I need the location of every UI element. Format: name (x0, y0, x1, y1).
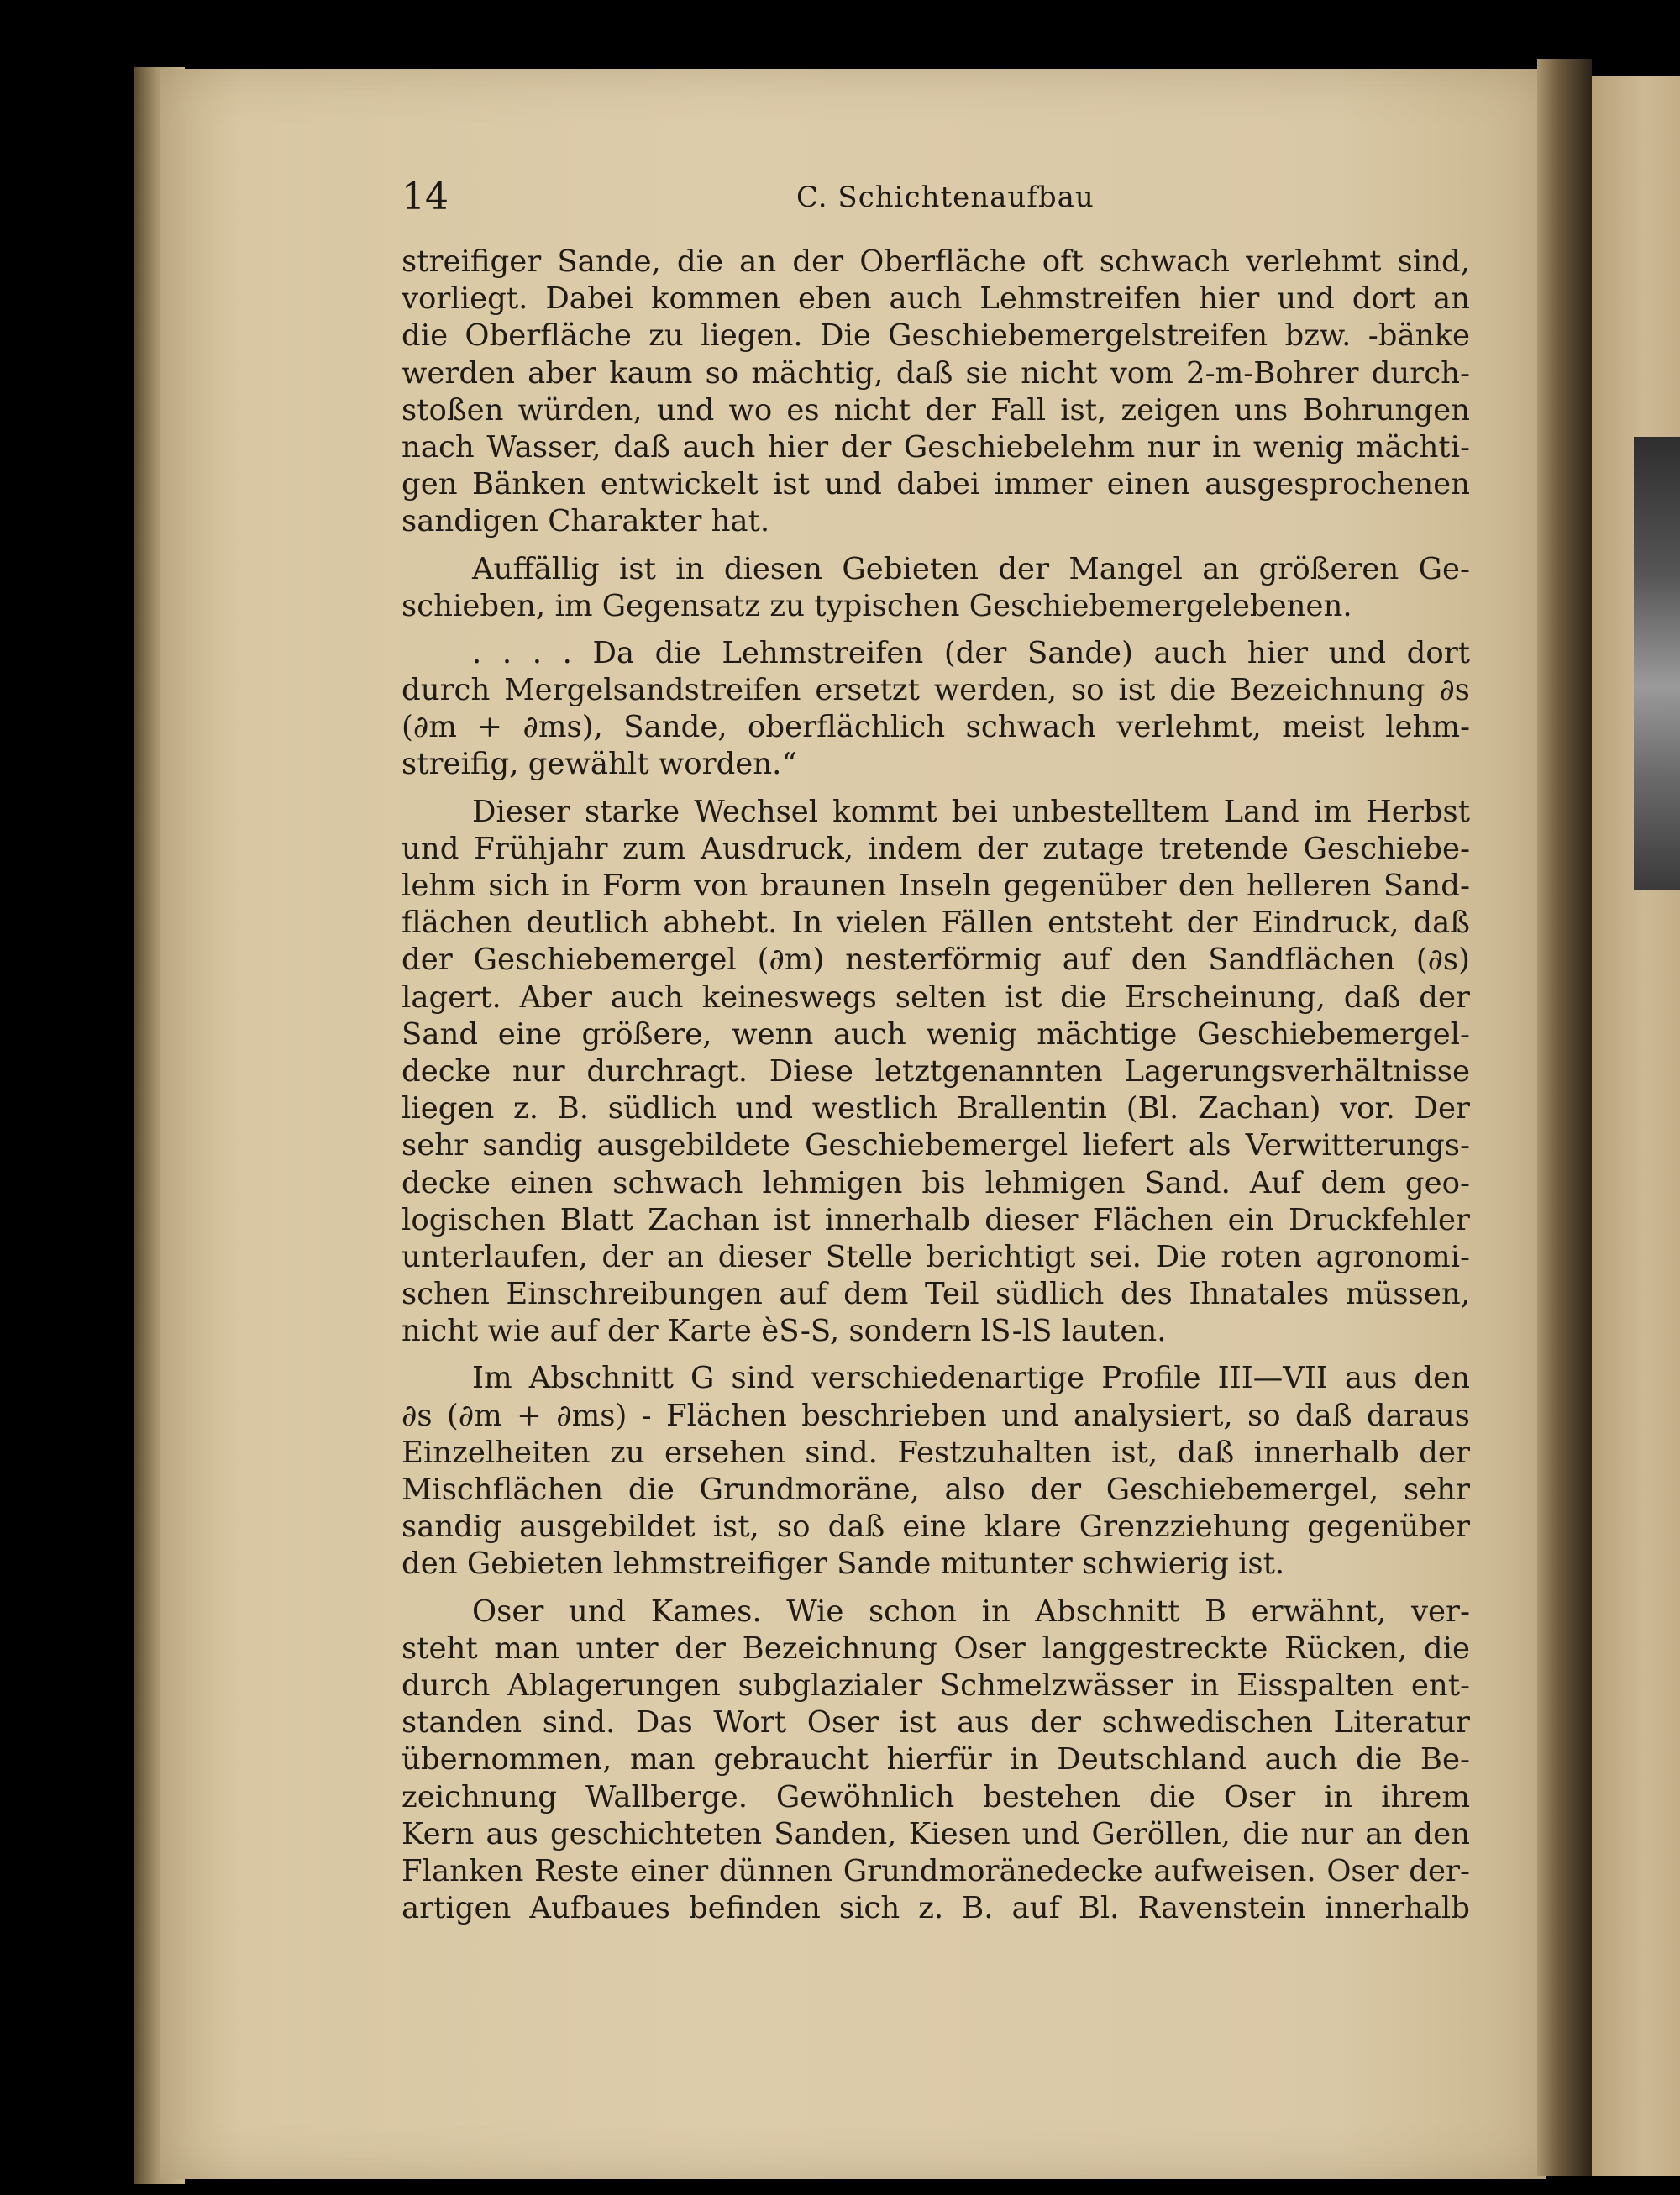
text-line: übernommen, man gebraucht hierfür in Deutschland auch die Be- (402, 1742, 1470, 1778)
text-line: und Frühjahr zum Ausdruck, indem der zutage tretende Geschiebe- (402, 831, 1470, 866)
text-line: artigen Aufbaues befinden sich z. B. auf Bl. Ravenstein innerhalb (402, 1891, 1470, 1926)
text-line: lehm sich in Form von braunen Inseln gegenüber den helleren Sand- (402, 869, 1470, 903)
text-line: schieben, im Gegensatz zu typischen Geschiebemergelebenen. (402, 588, 1352, 623)
text-line: Einzelheiten zu ersehen sind. Festzuhalten ist, daß innerhalb der (402, 1435, 1470, 1470)
text-line: sehr sandig ausgebildete Geschiebemergel liefert als Verwitterungs- (402, 1128, 1470, 1163)
text-line: Im Abschnitt G sind verschiedenartige Profile III—VII aus den (472, 1361, 1470, 1396)
book-gutter (1537, 59, 1592, 2176)
text-line: vorliegt. Dabei kommen eben auch Lehmstreifen hier und dort an (402, 281, 1470, 317)
text-line: Mischflächen die Grundmoräne, also der Geschiebemergel, sehr (402, 1473, 1470, 1507)
text-line: werden aber kaum so mächtig, daß sie nicht vom 2-m-Bohrer durch- (402, 355, 1470, 391)
text-line: schen Einschreibungen auf dem Teil südlich des Ihnatales müssen, (402, 1277, 1470, 1312)
text-line: durch Mergelsandstreifen ersetzt werden, so ist die Bezeichnung ∂s (402, 673, 1470, 708)
text-line: steht man unter der Bezeichnung Oser langgestreckte Rücken, die (402, 1630, 1470, 1666)
text-line: . . . . Da die Lehmstreifen (der Sande) auch hier und dort (472, 635, 1470, 670)
text-line: Dieser starke Wechsel kommt bei unbestelltem Land im Herbst (472, 794, 1470, 829)
text-line: unterlaufen, der an dieser Stelle berichtigt sei. Die roten agronomi- (402, 1239, 1470, 1274)
text-line: standen sind. Das Wort Oser ist aus der schwedischen Literatur (402, 1705, 1470, 1741)
section-title: C. Schichtenaufbau (796, 181, 1095, 214)
text-line: nach Wasser, daß auch hier der Geschiebelehm nur in wenig mächti- (402, 429, 1470, 465)
text-line: nicht wie auf der Karte èS-S, sondern lS-lS lauten. (402, 1314, 1167, 1349)
text-line: streifiger Sande, die an der Oberfläche oft schwach verlehmt sind, (402, 244, 1470, 279)
text-line: Auffällig ist in diesen Gebieten der Mangel an größeren Ge- (472, 551, 1470, 586)
text-line: den Gebieten lehmstreifiger Sande mitunter schwierig ist. (402, 1546, 1285, 1582)
text-line: der Geschiebemergel (∂m) nesterförmig auf den Sandflächen (∂s) (402, 943, 1470, 978)
running-head (402, 172, 1470, 223)
text-line: streifig, gewählt worden.“ (402, 747, 797, 782)
text-line: Sand eine größere, wenn auch wenig mächtige Geschiebemergel- (402, 1016, 1470, 1052)
text-line: flächen deutlich abhebt. In vielen Fällen entsteht der Eindruck, daß (402, 906, 1470, 941)
facing-page-photo (1634, 437, 1680, 890)
text-line: decke nur durchragt. Diese letztgenannten Lagerungsverhältnisse (402, 1053, 1470, 1089)
text-line: zeichnung Wallberge. Gewöhnlich bestehen die Oser in ihrem (402, 1779, 1470, 1814)
text-line: die Oberfläche zu liegen. Die Geschiebemergelstreifen bzw. -bänke (402, 318, 1470, 354)
text-line: sandig ausgebildet ist, so daß eine klare Grenzziehung gegenüber (402, 1510, 1470, 1545)
page-number: 14 (402, 176, 449, 218)
text-line: sandigen Charakter hat. (402, 504, 770, 539)
text-line: Kern aus geschichteten Sanden, Kiesen und Geröllen, die nur an den (402, 1816, 1470, 1851)
text-line: Oser und Kames. Wie schon in Abschnitt B erwähnt, ver- (472, 1594, 1470, 1629)
text-line: (∂m + ∂ms), Sande, oberflächlich schwach verlehmt, meist lehm- (402, 710, 1470, 745)
text-line: Flanken Reste einer dünnen Grundmoränedecke aufweisen. Oser der- (402, 1853, 1470, 1888)
text-line: gen Bänken entwickelt ist und dabei immer einen ausgesprochenen (402, 467, 1470, 502)
text-line: decke einen schwach lehmigen bis lehmigen Sand. Auf dem geo- (402, 1165, 1470, 1200)
text-line: lagert. Aber auch keineswegs selten ist die Erscheinung, daß der (402, 979, 1470, 1015)
text-line: ∂s (∂m + ∂ms) - Flächen beschrieben und analysiert, so daß daraus (402, 1398, 1470, 1433)
text-line: logischen Blatt Zachan ist innerhalb dieser Flächen ein Druckfehler (402, 1202, 1470, 1237)
body-text (402, 244, 1470, 1927)
text-line: durch Ablagerungen subglazialer Schmelzwässer in Eisspalten ent- (402, 1667, 1470, 1703)
text-line: liegen z. B. südlich und westlich Brallentin (Bl. Zachan) vor. Der (402, 1091, 1470, 1126)
text-line: stoßen würden, und wo es nicht der Fall ist, zeigen uns Bohrungen (402, 392, 1470, 428)
facing-page-edge (1592, 76, 1680, 2176)
